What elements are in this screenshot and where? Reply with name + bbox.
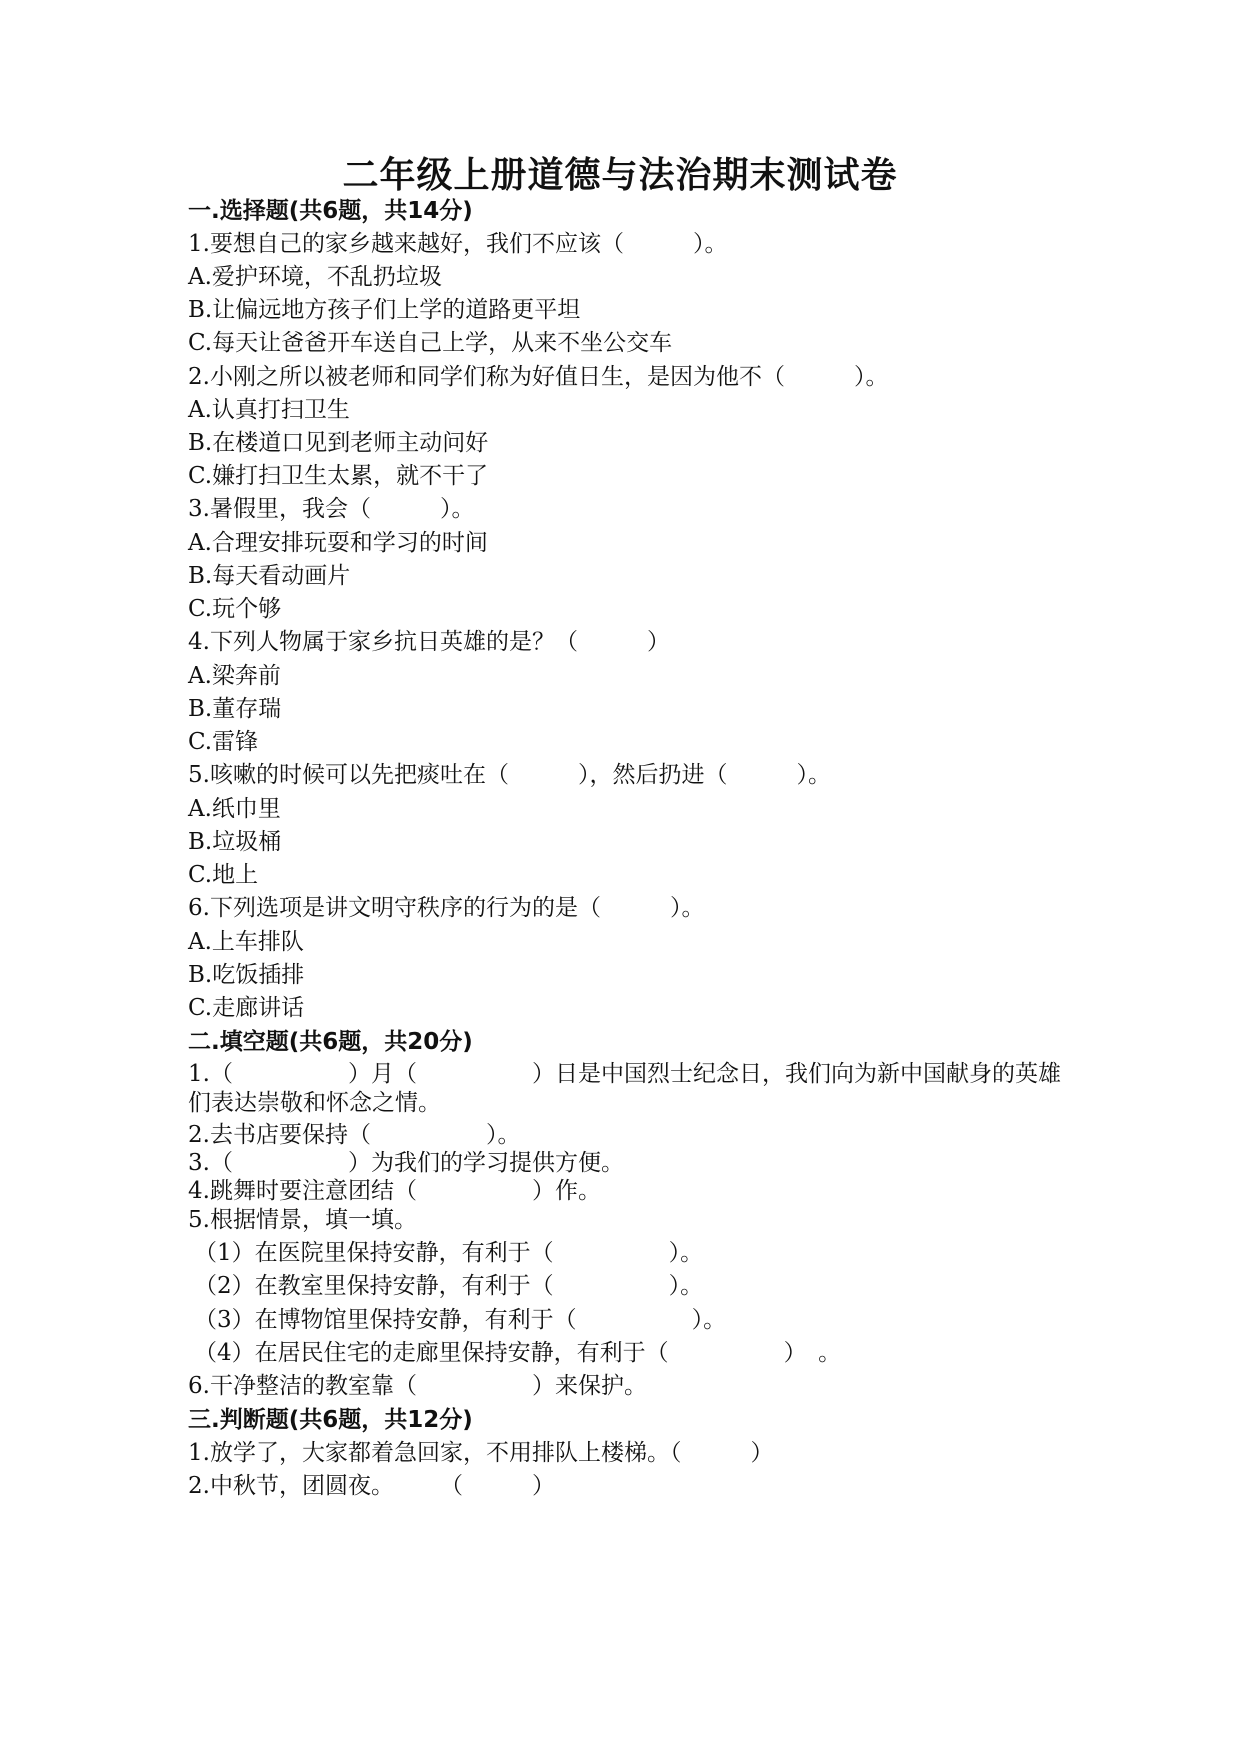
question-1: 1.要想自己的家乡越来越好，我们不应该（ ）。 — [188, 231, 728, 257]
fill-question-5-2: （2）在教室里保持安静，有利于（ ）。 — [194, 1273, 704, 1299]
fill-question-5-3: （3）在博物馆里保持安静，有利于（ ）。 — [194, 1307, 727, 1333]
section-1-heading: 一.选择题(共6题，共14分) — [188, 198, 473, 224]
fill-question-6: 6.干净整洁的教室靠（ ）来保护。 — [188, 1373, 647, 1399]
judge-question-1: 1.放学了，大家都着急回家，不用排队上楼梯。（ ） — [188, 1440, 774, 1466]
option-1a: A.爱护环境，不乱扔垃圾 — [188, 264, 442, 290]
option-6b: B.吃饭插排 — [188, 962, 305, 988]
question-3: 3.暑假里，我会（ ）。 — [188, 496, 475, 522]
option-3a: A.合理安排玩耍和学习的时间 — [188, 530, 488, 556]
fill-question-5-1: （1）在医院里保持安静，有利于（ ）。 — [194, 1240, 704, 1266]
section-3-heading: 三.判断题(共6题，共12分) — [188, 1407, 473, 1433]
fill-question-4: 4.跳舞时要注意团结（ ）作。 — [188, 1178, 601, 1204]
option-2c: C.嫌打扫卫生太累，就不干了 — [188, 463, 489, 489]
question-5: 5.咳嗽的时候可以先把痰吐在（ ），然后扔进（ ）。 — [188, 762, 831, 788]
option-5b: B.垃圾桶 — [188, 829, 282, 855]
page-title: 二年级上册道德与法治期末测试卷 — [342, 155, 898, 196]
fill-question-3: 3.（ ）为我们的学习提供方便。 — [188, 1150, 624, 1176]
option-2a: A.认真打扫卫生 — [188, 397, 350, 423]
option-4b: B.董存瑞 — [188, 696, 282, 722]
fill-question-5-4: （4）在居民住宅的走廊里保持安静，有利于（ ） 。 — [194, 1340, 842, 1366]
option-6a: A.上车排队 — [188, 929, 304, 955]
fill-question-5: 5.根据情景，填一填。 — [188, 1207, 417, 1233]
option-5c: C.地上 — [188, 862, 259, 888]
fill-question-2: 2.去书店要保持（ ）。 — [188, 1122, 521, 1148]
section-2-heading: 二.填空题(共6题，共20分) — [188, 1029, 473, 1055]
question-6: 6.下列选项是讲文明守秩序的行为的是（ ）。 — [188, 895, 705, 921]
question-2: 2.小刚之所以被老师和同学们称为好值日生，是因为他不（ ）。 — [188, 364, 889, 390]
fill-question-1: 1.（ ）月（ ）日是中国烈士纪念日，我们向为新中国献身的英雄们表达崇敬和怀念之情。 — [188, 1061, 1061, 1116]
option-1c: C.每天让爸爸开车送自己上学，从来不坐公交车 — [188, 330, 673, 356]
judge-question-2: 2.中秋节，团圆夜。 （ ） — [188, 1473, 555, 1499]
option-6c: C.走廊讲话 — [188, 995, 305, 1021]
question-4: 4.下列人物属于家乡抗日英雄的是？（ ） — [188, 629, 670, 655]
option-5a: A.纸巾里 — [188, 796, 281, 822]
option-4c: C.雷锋 — [188, 729, 259, 755]
option-2b: B.在楼道口见到老师主动问好 — [188, 430, 489, 456]
option-3b: B.每天看动画片 — [188, 563, 351, 589]
option-1b: B.让偏远地方孩子们上学的道路更平坦 — [188, 297, 581, 323]
option-3c: C.玩个够 — [188, 596, 282, 622]
option-4a: A.梁奔前 — [188, 663, 281, 689]
